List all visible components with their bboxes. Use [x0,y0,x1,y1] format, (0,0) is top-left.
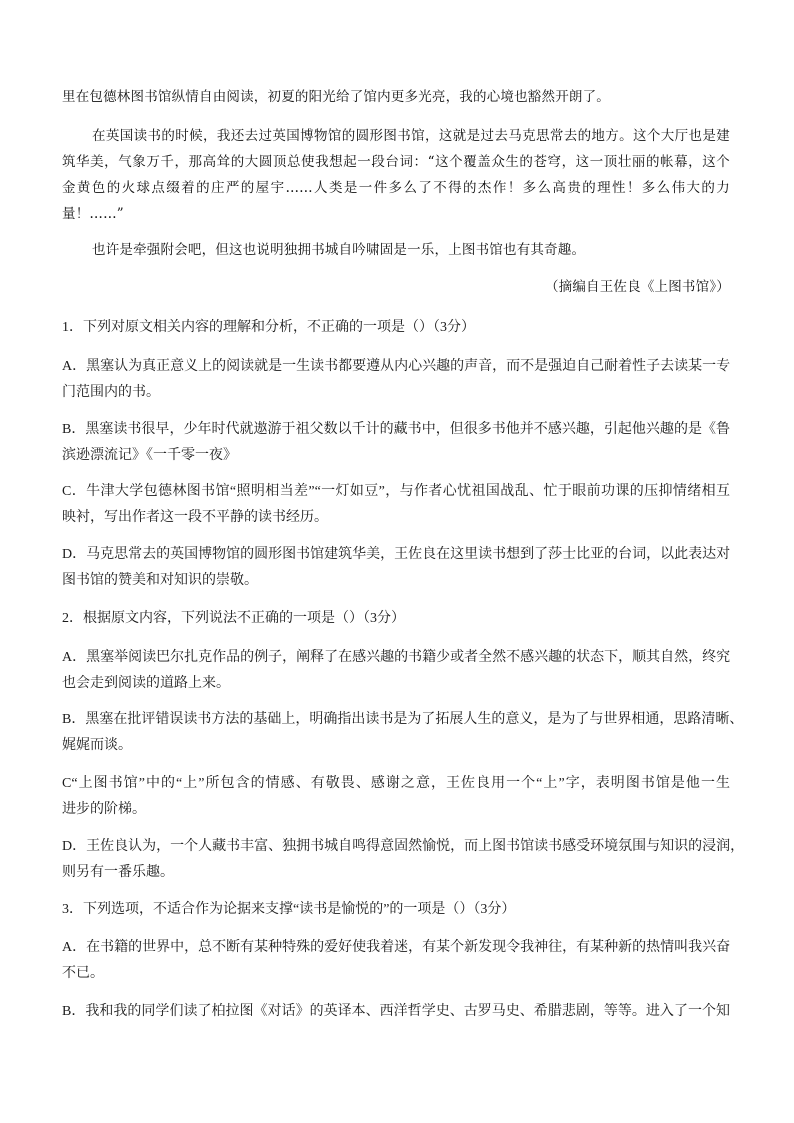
option-line: 不已。 [62,966,104,981]
option-d [62,834,745,886]
option-line: D．王佐良认为，一个人藏书丰富、独拥书城自鸣得意固然愉悦，而上图书馆读书感受环境氛围与知识的浸润， [62,839,745,854]
option-line: 滨逊漂流记》《一千零一夜》 [62,448,237,463]
option-d [62,542,730,594]
option-c [62,771,730,823]
passage-paragraph [62,84,730,110]
option-line: 也会走到阅读的道路上来。 [62,676,230,691]
passage-line: 量！……” [62,206,124,222]
option-line: C“上图书馆”中的“上”所包含的情感、有敬畏、感谢之意，王佐良用一个“上”字，表明图书馆是他一生 [62,776,730,791]
option-line: B．我和我的同学们读了柏拉图《对话》的英译本、西洋哲学史、古罗马史、希腊悲剧，等等。进入了一个知 [62,1004,730,1019]
option-a [62,935,730,987]
option-line: D．马克思常去的英国博物馆的圆形图书馆建筑华美，王佐良在这里读书想到了莎士比亚的台词，以此表达对 [62,547,731,562]
option-line: 娓娓而谈。 [62,738,132,753]
option-line: 映衬，写出作者这一段不平静的读书经历。 [62,510,328,525]
passage-line: 在英国读书的时候，我还去过英国博物馆的圆形图书馆，这就是过去马克思常去的地方。这个大厅也是建 [92,128,730,144]
option-line: B．黑塞读书很早，少年时代就遨游于祖父数以千计的藏书中，但很多书他并不感兴趣，引起他兴趣的是《鲁 [62,422,730,437]
passage-paragraph [62,123,730,227]
source-line: （摘编自王佐良《上图书馆》） [544,279,730,295]
question-stem [62,897,730,923]
passage-line: 里在包德林图书馆纵情自由阅读，初夏的阳光给了馆内更多光亮，我的心境也豁然开朗了。 [62,89,610,105]
passage-paragraph [62,237,730,263]
option-a [62,645,730,697]
option-c [62,479,730,531]
question-stem [62,315,730,341]
source-citation [545,274,730,300]
option-line: 门范围内的书。 [62,385,160,400]
option-b [62,417,730,469]
option-a [62,354,730,406]
option-line: A．黑塞举阅读巴尔扎克作品的例子，阐释了在感兴趣的书籍少或者全然不感兴趣的状态下，顺其自然，终究 [62,650,731,665]
question-stem [62,606,730,632]
passage-line: 也许是牵强附会吧，但这也说明独拥书城自吟啸固是一乐，上图书馆也有其奇趣。 [92,242,586,258]
passage-line: 筑华美，气象万千，那高耸的大圆顶总使我想起一段台词：“这个覆盖众生的苍穹，这一顶壮丽的帐幕，这个 [62,154,730,170]
option-line: B．黑塞在批评错误读书方法的基础上，明确指出读书是为了拓展人生的意义，是为了与世界相通，思路清晰、 [62,712,744,727]
question-stem-text: 2．根据原文内容，下列说法不正确的一项是（）（3分） [62,611,405,626]
option-line: A．在书籍的世界中，总不断有某种特殊的爱好使我着迷，有某个新发现令我神往，有某种新的热情叫我兴奋 [62,940,731,955]
option-line: A．黑塞认为真正意义上的阅读就是一生读书都要遵从内心兴趣的声音，而不是强迫自己耐着性子去读某一专 [62,359,731,374]
option-line: 进步的阶梯。 [62,802,146,817]
option-line: C．牛津大学包德林图书馆“照明相当差”“一灯如豆”，与作者心忧祖国战乱、忙于眼前功课的压抑情绪相互 [62,484,730,499]
option-b [62,707,744,759]
option-line: 图书馆的赞美和对知识的崇敬。 [62,573,258,588]
question-stem-text: 1．下列对原文相关内容的理解和分析，不正确的一项是（）（3分） [62,320,475,335]
option-line: 则另有一番乐趣。 [62,865,174,880]
question-stem-text: 3．下列选项，不适合作为论据来支撑“读书是愉悦的”的一项是（）（3分） [62,902,516,917]
option-b [62,999,730,1025]
passage-line: 金黄色的火球点缀着的庄严的屋宇……人类是一件多么了不得的杰作！多么高贵的理性！多么伟大的力 [62,180,730,196]
